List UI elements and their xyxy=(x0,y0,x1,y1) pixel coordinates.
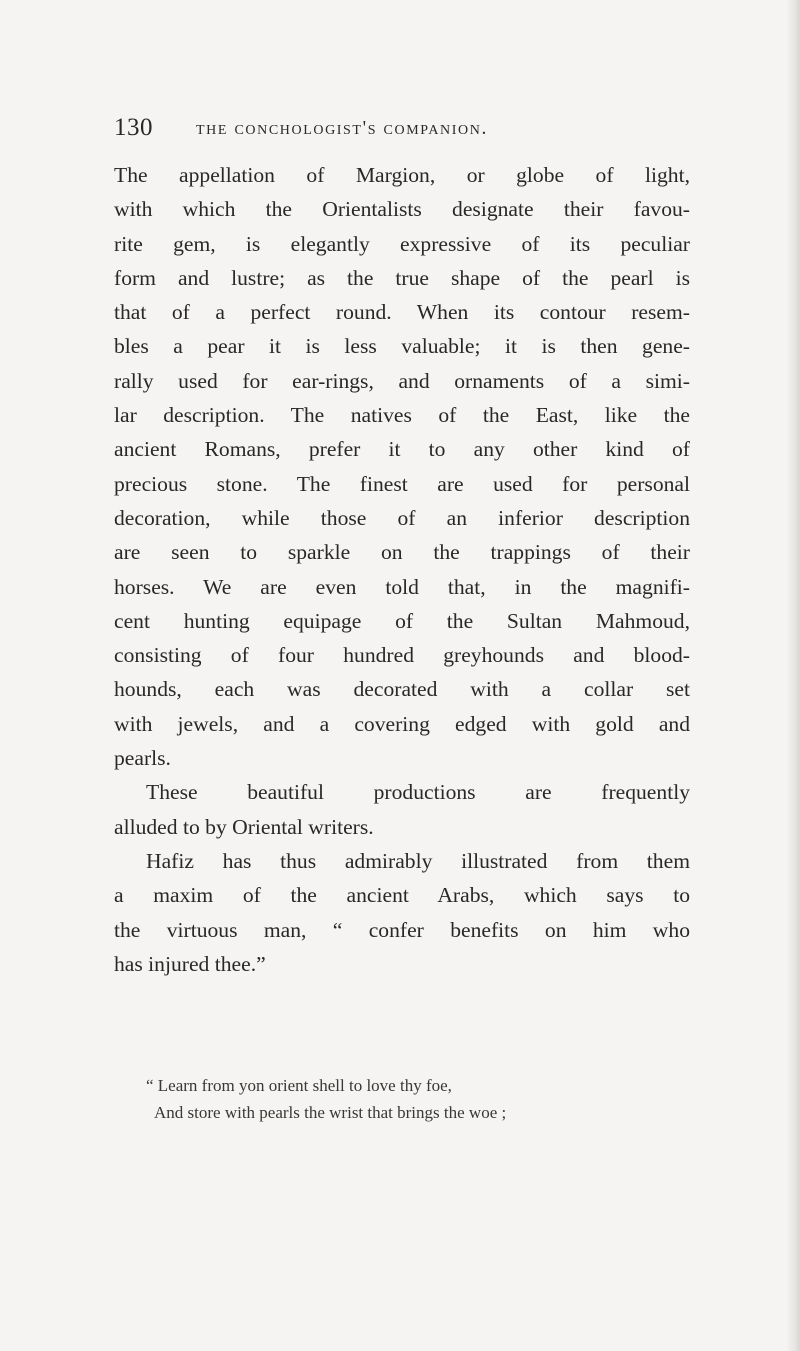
text-line: that of a perfect round. When its contour resem- xyxy=(114,300,690,325)
text-line: Hafiz has thus admirably illustrated from them xyxy=(146,848,690,873)
text-line: alluded to by Oriental writers. xyxy=(114,814,374,839)
running-title: the conchologist's companion. xyxy=(196,118,488,139)
page-header xyxy=(114,108,674,148)
text-line: rally used for ear-rings, and ornaments of a simi- xyxy=(114,368,690,393)
text-line: cent hunting equipage of the Sultan Mahmoud, xyxy=(114,608,690,633)
text-line: the virtuous man, “ confer benefits on him who xyxy=(114,917,690,942)
body-text xyxy=(114,158,690,981)
text-line: precious stone. The finest are used for personal xyxy=(114,471,690,496)
text-line: with which the Orientalists designate their favou- xyxy=(114,197,690,222)
text-line: These beautiful productions are frequently xyxy=(146,780,690,805)
text-line: bles a pear it is less valuable; it is then gene- xyxy=(114,334,690,359)
page-number: 130 xyxy=(114,114,153,141)
text-line: with jewels, and a covering edged with gold and xyxy=(114,711,690,736)
text-line: form and lustre; as the true shape of the pearl is xyxy=(114,265,690,290)
text-line: The appellation of Margion, or globe of light, xyxy=(114,163,690,187)
text-line: decoration, while those of an inferior description xyxy=(114,505,690,530)
text-line: rite gem, is elegantly expressive of its peculiar xyxy=(114,231,690,256)
verse-line: And store with pearls the wrist that brings the woe ; xyxy=(154,1103,507,1122)
text-line: hounds, each was decorated with a collar set xyxy=(114,677,690,702)
text-line: horses. We are even told that, in the magnifi- xyxy=(114,574,690,599)
page-edge-shadow xyxy=(786,0,800,1351)
text-line: a maxim of the ancient Arabs, which says to xyxy=(114,883,690,908)
text-line: ancient Romans, prefer it to any other kind of xyxy=(114,437,690,462)
verse-line: “ Learn from yon orient shell to love thy foe, xyxy=(146,1076,452,1095)
text-line: lar description. The natives of the East, like the xyxy=(114,403,690,428)
verse-quote xyxy=(146,1072,646,1126)
text-line: consisting of four hundred greyhounds and blood- xyxy=(114,643,690,668)
text-line: has injured thee.” xyxy=(114,951,266,976)
text-line: pearls. xyxy=(114,746,171,771)
text-line: are seen to sparkle on the trappings of their xyxy=(114,540,690,565)
